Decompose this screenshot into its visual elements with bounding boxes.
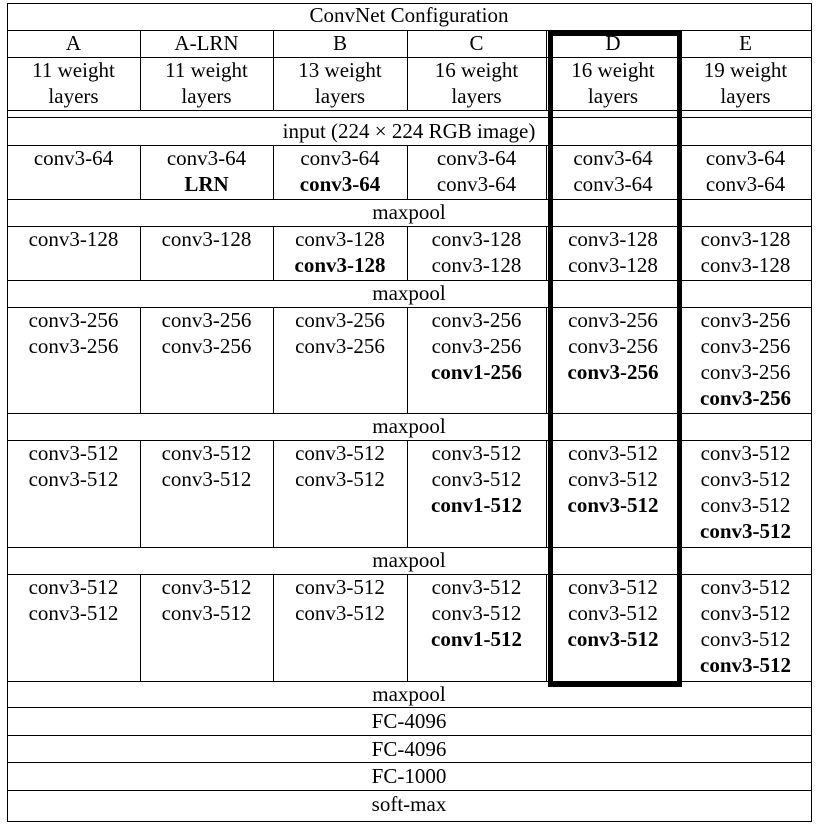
layer-cell: conv3-512 (568, 575, 658, 599)
layer-cell: conv3-512 (28, 441, 119, 465)
layer-cell: conv3-64 (705, 146, 786, 170)
layer-cell: conv3-64 (166, 146, 247, 170)
layer-cell: conv3-128 (294, 253, 386, 277)
tail-row-soft-max: soft-max (371, 792, 447, 816)
layer-cell: conv3-128 (431, 253, 522, 277)
column-weight-count: 11 weight (32, 58, 115, 82)
layer-cell: conv3-128 (295, 227, 385, 251)
tail-row-fc-1000: FC-1000 (371, 764, 447, 788)
layer-cell: conv3-512 (700, 519, 791, 543)
layer-cell: conv3-512 (700, 441, 791, 465)
layer-cell: conv3-512 (161, 467, 252, 491)
rule-line (7, 821, 812, 822)
layer-cell: conv3-128 (568, 227, 658, 251)
layer-cell: conv3-128 (700, 227, 791, 251)
layer-cell: conv3-64 (33, 146, 114, 170)
layer-cell: conv1-512 (431, 493, 522, 517)
column-weight-layers: layers (314, 84, 366, 108)
layer-cell: conv3-256 (431, 308, 522, 332)
column-weight-count: 16 weight (434, 58, 519, 82)
maxpool-row: maxpool (372, 200, 446, 224)
tail-row-fc-4096: FC-4096 (371, 737, 447, 761)
layer-cell: conv3-64 (436, 172, 517, 196)
column-header-a-lrn: A-LRN (174, 31, 239, 55)
layer-cell: conv3-64 (436, 146, 517, 170)
layer-cell: conv3-512 (431, 575, 522, 599)
layer-cell: conv3-256 (567, 360, 659, 384)
layer-cell: conv3-256 (295, 308, 385, 332)
layer-cell: conv3-256 (295, 334, 385, 358)
input-row: input (224 × 224 RGB image) (282, 119, 536, 143)
layer-cell: conv1-256 (431, 360, 522, 384)
layer-cell: conv3-64 (573, 172, 653, 196)
column-weight-layers: layers (587, 84, 639, 108)
layer-cell: conv3-128 (161, 227, 252, 251)
layer-cell: conv3-64 (705, 172, 786, 196)
layer-cell: conv3-512 (568, 467, 658, 491)
tail-row-fc-4096: FC-4096 (371, 709, 447, 733)
layer-cell: conv3-512 (28, 575, 119, 599)
column-weight-layers: layers (48, 84, 99, 108)
layer-cell: conv3-512 (700, 653, 791, 677)
layer-cell: conv3-64 (299, 172, 381, 196)
layer-cell: conv3-128 (28, 227, 119, 251)
layer-cell: conv3-512 (700, 467, 791, 491)
maxpool-row: maxpool (372, 548, 446, 572)
layer-cell: conv3-512 (700, 601, 791, 625)
layer-cell: conv3-512 (700, 627, 791, 651)
layer-cell: conv3-512 (295, 575, 385, 599)
column-weight-layers: layers (181, 84, 232, 108)
table-title: ConvNet Configuration (309, 3, 509, 27)
layer-cell: LRN (184, 172, 229, 196)
layer-cell: conv3-64 (573, 146, 653, 170)
layer-cell: conv3-512 (431, 441, 522, 465)
column-weight-layers: layers (720, 84, 771, 108)
layer-cell: conv3-256 (700, 308, 791, 332)
layer-cell: conv3-64 (300, 146, 380, 170)
layer-cell: conv3-512 (28, 467, 119, 491)
layer-cell: conv3-512 (431, 601, 522, 625)
layer-cell: conv3-512 (295, 467, 385, 491)
layer-cell: conv3-128 (568, 253, 658, 277)
layer-cell: conv1-512 (431, 627, 522, 651)
column-weight-count: 19 weight (703, 58, 788, 82)
column-header-e: E (739, 31, 752, 55)
layer-cell: conv3-512 (295, 601, 385, 625)
layer-cell: conv3-256 (431, 334, 522, 358)
column-weight-count: 13 weight (298, 58, 382, 82)
layer-cell: conv3-256 (568, 308, 658, 332)
layer-cell: conv3-256 (700, 386, 791, 410)
column-weight-layers: layers (451, 84, 502, 108)
layer-cell: conv3-512 (700, 575, 791, 599)
column-weight-count: 16 weight (571, 58, 655, 82)
layer-cell: conv3-512 (431, 467, 522, 491)
layer-cell: conv3-512 (295, 441, 385, 465)
layer-cell: conv3-256 (700, 334, 791, 358)
layer-cell: conv3-512 (568, 601, 658, 625)
layer-cell: conv3-512 (568, 441, 658, 465)
maxpool-row: maxpool (372, 414, 446, 438)
layer-cell: conv3-128 (431, 227, 522, 251)
layer-cell: conv3-256 (28, 334, 119, 358)
layer-cell: conv3-512 (161, 575, 252, 599)
layer-cell: conv3-512 (567, 493, 659, 517)
maxpool-row: maxpool (372, 281, 446, 305)
column-header-d: D (605, 31, 621, 55)
layer-cell: conv3-256 (161, 334, 252, 358)
layer-cell: conv3-512 (567, 627, 659, 651)
layer-cell: conv3-256 (28, 308, 119, 332)
tail-row-maxpool: maxpool (372, 682, 446, 706)
layer-cell: conv3-256 (161, 308, 252, 332)
layer-cell: conv3-128 (700, 253, 791, 277)
column-header-b: B (332, 31, 347, 55)
column-header-a: A (65, 31, 82, 55)
layer-cell: conv3-512 (700, 493, 791, 517)
column-header-c: C (469, 31, 484, 55)
column-weight-count: 11 weight (165, 58, 248, 82)
layer-cell: conv3-512 (161, 441, 252, 465)
rule-line (7, 110, 812, 111)
layer-cell: conv3-256 (700, 360, 791, 384)
layer-cell: conv3-512 (28, 601, 119, 625)
layer-cell: conv3-512 (161, 601, 252, 625)
layer-cell: conv3-256 (568, 334, 658, 358)
